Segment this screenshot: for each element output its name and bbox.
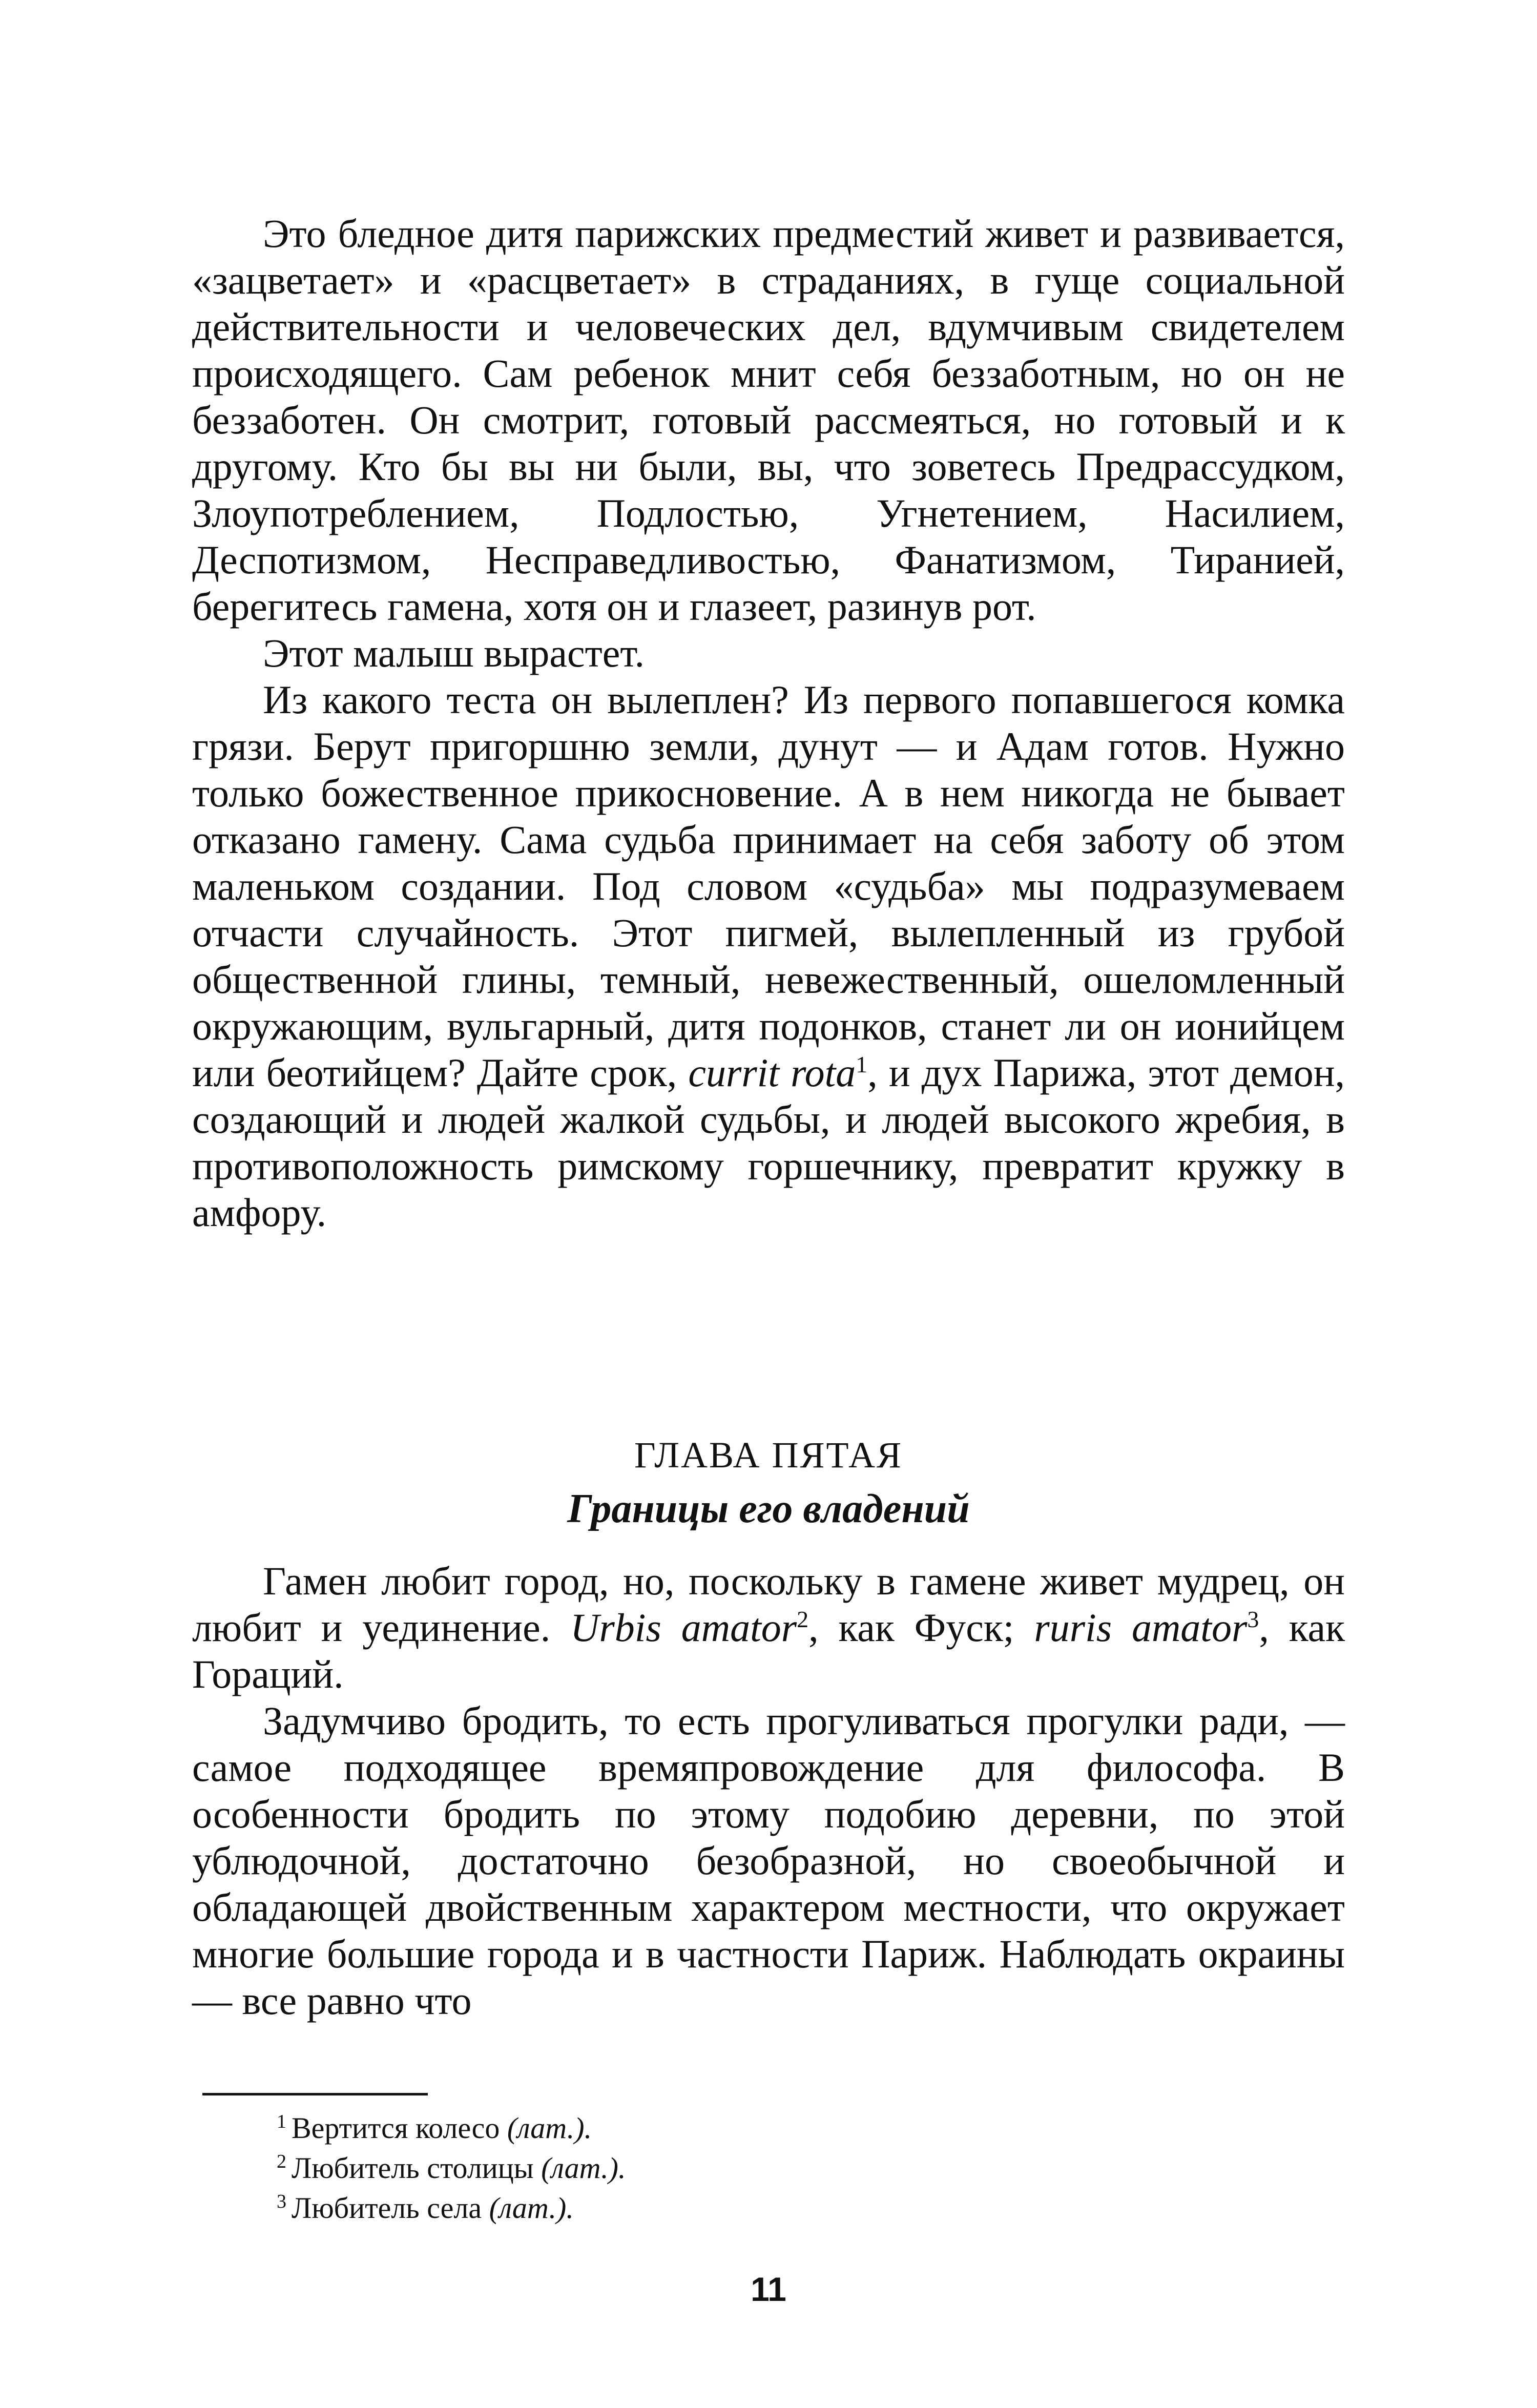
paragraph-text: , и дух Парижа, этот демон, создающий и людей жалкой судьбы, и людей высокого жребия, в противоположность римскому горшечнику, превратит кружку в амфору. bbox=[192, 1050, 1345, 1235]
footnote-ref: 1 bbox=[856, 1051, 868, 1077]
footnote-number: 1 bbox=[277, 2110, 286, 2132]
footnote bbox=[277, 2188, 1199, 2228]
footnote-divider bbox=[202, 2093, 428, 2095]
paragraph-text: , как Фуск; bbox=[808, 1605, 1034, 1650]
body-text-bottom bbox=[192, 1558, 1345, 2024]
footnote bbox=[277, 2108, 1199, 2148]
chapter-subtitle: Границы его владений bbox=[567, 1486, 970, 1531]
footnote-lang: (лат.). bbox=[541, 2151, 626, 2185]
footnotes bbox=[277, 2108, 1199, 2228]
body-text-top bbox=[192, 210, 1345, 1236]
paragraph bbox=[192, 676, 1345, 1236]
latin-phrase: Urbis amator bbox=[570, 1605, 797, 1650]
paragraph: Этот малыш вырастет. bbox=[263, 631, 645, 675]
footnote-text: Любитель столицы bbox=[292, 2151, 542, 2185]
page-number: 11 bbox=[751, 2270, 786, 2308]
latin-phrase: ruris amator bbox=[1034, 1605, 1248, 1650]
paragraph-text: , как Гораций. bbox=[192, 1605, 1345, 1696]
paragraph bbox=[192, 1558, 1345, 1697]
footnote-number: 2 bbox=[277, 2150, 286, 2172]
paragraph: Это бледное дитя парижских предместий живет и развивается, «зацветает» и «расцветает» в страданиях, в гуще социальной действительности и человеческих дел, вдумчивым свидетелем происходящего. Сам ребенок мнит себя беззаботным, но он не беззаботен. Он смотрит, готовый рассмеяться, но готовый и к другому. Кто бы вы ни были, вы, что зоветесь Предрассудком, Злоупотреблением, Подлостью, Угнетением, Насилием, Деспотизмом, Несправедливостью, Фанатизмом, Тиранией, берегитесь гамена, хотя он и глазеет, разинув рот. bbox=[192, 211, 1345, 629]
latin-phrase: currit rota bbox=[688, 1050, 856, 1095]
footnote-ref: 2 bbox=[797, 1606, 809, 1632]
footnote-ref: 3 bbox=[1247, 1606, 1259, 1632]
footnote-text: Вертится колесо bbox=[292, 2111, 507, 2145]
footnote-lang: (лат.). bbox=[507, 2111, 592, 2145]
footnote-text: Любитель села bbox=[292, 2191, 489, 2225]
footnote-lang: (лат.). bbox=[489, 2191, 574, 2225]
chapter-heading: ГЛАВА ПЯТАЯ bbox=[634, 1435, 903, 1476]
footnote-number: 3 bbox=[277, 2190, 286, 2212]
paragraph: Задумчиво бродить, то есть прогуливаться прогулки ради, — самое подходящее времяпровождение для философа. В особенности бродить по этому подобию деревни, по этой ублюдочной, достаточно безобразной, но своеобычной и обладающей двойственным характером местности, что окружает многие большие города и в частности Париж. Наблюдать окраины — все равно что bbox=[192, 1698, 1345, 2023]
paragraph-text: Гамен любит город, но, поскольку в гамене живет мудрец, он любит и уединение. bbox=[192, 1559, 1345, 1650]
paragraph-text: Из какого теста он вылеплен? Из первого попавшегося комка грязи. Берут пригоршню земли, дунут — и Адам готов. Нужно только божественное прикосновение. А в нем никогда не бывает отказано гамену. Сама судьба принимает на себя заботу об этом маленьком создании. Под словом «судьба» мы подразумеваем отчасти случайность. Этот пигмей, вылепленный из грубой общественной глины, темный, невежественный, ошеломленный окружающим, вульгарный, дитя подонков, станет ли он ионийцем или беотийцем? Дайте срок, bbox=[192, 677, 1345, 1095]
footnote bbox=[277, 2148, 1199, 2188]
